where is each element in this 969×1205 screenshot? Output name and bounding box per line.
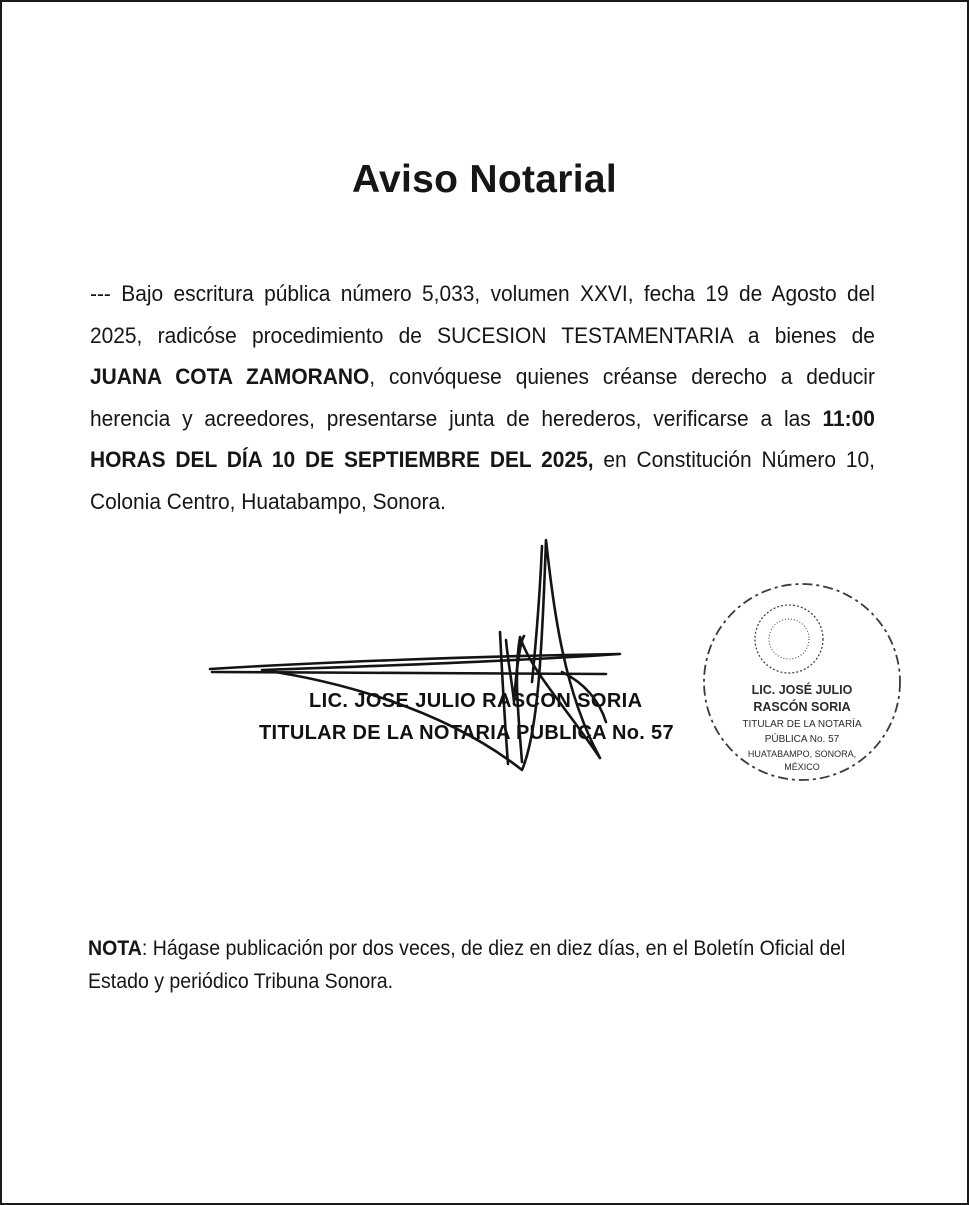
seal-line-4: PÚBLICA No. 57 xyxy=(764,734,840,745)
publication-note xyxy=(88,932,888,998)
note-label: NOTA xyxy=(88,937,142,960)
notice-title: Aviso Notarial xyxy=(352,158,617,201)
seal-line-2: RASCÓN SORIA xyxy=(753,700,851,714)
seal-line-6: MÉXICO xyxy=(784,762,820,772)
body-text-part2: , convóquese quienes créanse derecho a deducir herencia y acreedores, presentarse junta de herederos, verificarse a las xyxy=(90,364,875,431)
meeting-datetime: 11:00 HORAS DEL DÍA 10 DE SEPTIEMBRE DEL 2025, xyxy=(90,405,875,472)
seal-line-1: LIC. JOSÉ JULIO xyxy=(751,683,853,697)
seal-line-3: TITULAR DE LA NOTARÍA xyxy=(742,719,862,730)
notary-seal xyxy=(697,577,907,787)
signatory-name: LIC. JOSE JULIO RASCON SORIA xyxy=(309,690,643,712)
decedent-name: JUANA COTA ZAMORANO xyxy=(90,364,370,389)
seal-line-5: HUATABAMPO, SONORA, xyxy=(747,749,857,759)
signature-block xyxy=(202,532,722,782)
notice-body xyxy=(90,273,875,522)
body-text-part1: --- Bajo escritura pública número 5,033, volumen XXVI, fecha 19 de Agosto del 2025, radicóse procedimiento de SUCESION TESTAMENTARIA a bienes de xyxy=(90,281,875,348)
signatory-title: TITULAR DE LA NOTARIA PUBLICA No. 57 xyxy=(259,722,674,744)
handwritten-signature xyxy=(202,532,722,782)
note-text: : Hágase publicación por dos veces, de diez en diez días, en el Boletín Oficial del Estado y periódico Tribuna Sonora. xyxy=(88,937,846,993)
body-text-part3: en Constitución Número 10, Colonia Centro, Huatabampo, Sonora. xyxy=(90,447,875,514)
